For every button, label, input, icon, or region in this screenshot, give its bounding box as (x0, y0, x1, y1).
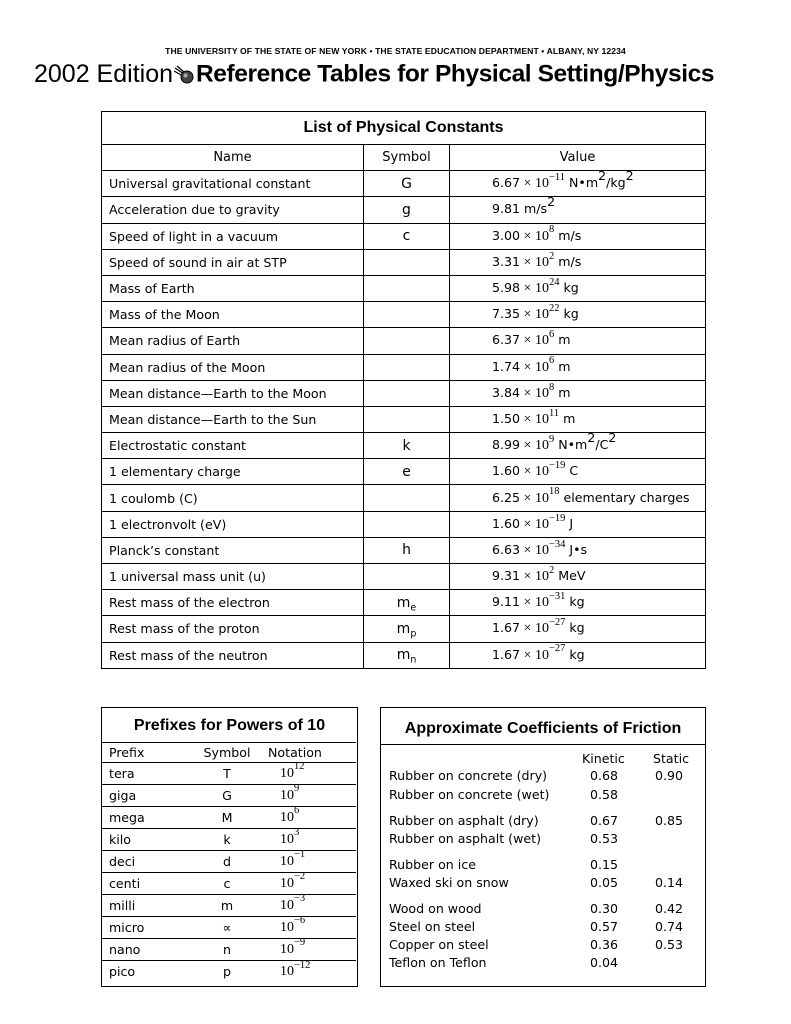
prefixes-panel (101, 707, 358, 987)
friction-panel (380, 707, 706, 987)
value-exponent: −19 (548, 460, 566, 472)
value-unit: kg (565, 620, 585, 636)
prefixes-header-row (102, 743, 356, 763)
value-exponent: 6 (548, 355, 555, 367)
prefix-name: giga (102, 785, 192, 807)
friction-material: Steel on steel (389, 919, 476, 934)
constant-name: Electrostatic constant (102, 433, 364, 459)
constant-symbol (364, 354, 450, 380)
table-row (102, 939, 356, 961)
value-mantissa: 3.00 (492, 227, 521, 243)
value-unit: elementary charges (559, 489, 690, 505)
col-header-name: Name (102, 145, 364, 171)
prefix-name: milli (102, 895, 192, 917)
constant-symbol (364, 275, 450, 301)
constant-symbol (364, 302, 450, 328)
value-mantissa: 3.84 (492, 384, 521, 400)
constant-value (450, 616, 706, 642)
constant-name: Mean radius of the Moon (102, 354, 364, 380)
prefix-name: micro (102, 917, 192, 939)
table-row (102, 171, 706, 197)
prefix-symbol: T (192, 763, 262, 785)
times-sign: × 10 (520, 281, 549, 297)
constant-name: Mass of Earth (102, 275, 364, 301)
friction-static: 0.74 (655, 919, 684, 934)
value-mantissa: 1.67 (492, 646, 521, 662)
friction-kinetic: 0.30 (590, 901, 619, 916)
col-header-symbol: Symbol (192, 743, 262, 763)
value-unit: kg (565, 594, 585, 610)
value-mantissa: 6.37 (492, 332, 521, 348)
constant-symbol (364, 249, 450, 275)
constant-value (450, 354, 706, 380)
value-unit: J (565, 515, 574, 531)
comet-logo-icon (174, 65, 194, 85)
value-unit: J•s (565, 541, 588, 557)
constant-symbol (364, 485, 450, 511)
value-mantissa: 1.60 (492, 515, 521, 531)
value-exponent: −11 (548, 172, 565, 184)
value-exponent: 8 (548, 224, 555, 236)
notation-base: 10 (280, 765, 294, 781)
constant-value (450, 328, 706, 354)
value-exponent: 2 (548, 250, 555, 262)
symbol-letter: m (396, 620, 411, 637)
friction-divider (381, 744, 705, 745)
value-superscript: 2 (547, 193, 556, 209)
prefix-symbol: M (192, 807, 262, 829)
table-row (102, 302, 706, 328)
notation-base: 10 (280, 875, 294, 891)
prefix-name: nano (102, 939, 192, 961)
value-mantissa: 1.60 (492, 463, 521, 479)
friction-kinetic: 0.57 (590, 919, 619, 934)
constant-name: Rest mass of the electron (102, 590, 364, 616)
constant-name: Speed of sound in air at STP (102, 249, 364, 275)
prefix-notation (262, 939, 356, 961)
value-unit: m (554, 332, 571, 348)
constant-name: 1 coulomb (C) (102, 485, 364, 511)
value-unit: m (554, 384, 571, 400)
notation-base: 10 (280, 963, 294, 979)
notation-exponent: 3 (294, 827, 300, 839)
constant-value (450, 642, 706, 668)
value-exponent: 18 (548, 486, 560, 498)
notation-base: 10 (280, 941, 294, 957)
times-sign: × 10 (520, 228, 549, 244)
table-row (102, 807, 356, 829)
table-row (102, 380, 706, 406)
times-sign: × 10 (520, 438, 549, 454)
friction-static: 0.14 (655, 875, 684, 890)
constant-symbol (364, 564, 450, 590)
constant-symbol (364, 590, 450, 616)
col-header-prefix: Prefix (102, 743, 192, 763)
prefix-symbol: c (192, 873, 262, 895)
table-title-row (102, 112, 706, 145)
constant-symbol (364, 433, 450, 459)
constant-name: Mean distance—Earth to the Sun (102, 406, 364, 432)
prefix-symbol: n (192, 939, 262, 961)
constant-value (450, 590, 706, 616)
value-mantissa: 8.99 (492, 437, 521, 453)
prefix-notation (262, 961, 356, 983)
value-unit: C (565, 463, 579, 479)
table-row (102, 829, 356, 851)
prefix-notation (262, 829, 356, 851)
table-row (102, 459, 706, 485)
prefix-symbol: p (192, 961, 262, 983)
value-mantissa: 5.98 (492, 280, 521, 296)
page-title (34, 62, 714, 87)
prefix-name: tera (102, 763, 192, 785)
value-exponent: −27 (548, 617, 566, 629)
col-header-symbol: Symbol (364, 145, 450, 171)
value-unit: m (559, 410, 576, 426)
physical-constants-table (101, 111, 706, 669)
friction-material: Rubber on asphalt (dry) (389, 813, 539, 828)
constant-symbol (364, 616, 450, 642)
notation-exponent: −1 (294, 849, 306, 861)
value-mantissa: 6.25 (492, 489, 521, 505)
notation-exponent: −2 (294, 871, 306, 883)
times-sign: × 10 (520, 307, 549, 323)
prefix-symbol: k (192, 829, 262, 851)
value-mantissa: 1.67 (492, 620, 521, 636)
prefix-symbol: m (192, 895, 262, 917)
constant-symbol (364, 223, 450, 249)
times-sign: × 10 (520, 385, 549, 401)
symbol-letter: h (402, 542, 411, 559)
table-row (102, 564, 706, 590)
value-exponent: 22 (548, 303, 560, 314)
constant-value (450, 485, 706, 511)
value-unit: kg (565, 646, 585, 662)
value-unit: N•m (565, 175, 599, 191)
constant-value (450, 537, 706, 563)
constant-symbol (364, 537, 450, 563)
constant-symbol (364, 459, 450, 485)
times-sign: × 10 (520, 411, 549, 427)
value-mantissa: 9.11 (492, 594, 521, 610)
value-unit: m/s (554, 227, 582, 243)
constant-value (450, 302, 706, 328)
constant-symbol (364, 380, 450, 406)
value-mantissa: 1.74 (492, 358, 521, 374)
prefix-notation (262, 873, 356, 895)
value-unit: m/s (554, 253, 582, 269)
friction-material: Rubber on concrete (dry) (389, 768, 548, 783)
constant-value (450, 223, 706, 249)
constant-symbol (364, 197, 450, 223)
value-exponent: 24 (548, 276, 560, 288)
constant-value (450, 380, 706, 406)
value-unit: kg (559, 280, 579, 296)
value-unit-2: /C (595, 437, 609, 453)
table-row (102, 785, 356, 807)
table-row (102, 642, 706, 668)
notation-base: 10 (280, 809, 294, 825)
friction-kinetic: 0.05 (590, 875, 619, 890)
value-mantissa: 1.50 (492, 410, 521, 426)
prefix-symbol: G (192, 785, 262, 807)
times-sign: × 10 (520, 254, 549, 270)
table-row (102, 961, 356, 983)
constant-symbol (364, 642, 450, 668)
table-row (102, 433, 706, 459)
value-exponent: −27 (548, 643, 566, 655)
notation-exponent: −6 (294, 915, 306, 927)
friction-kinetic: 0.68 (590, 768, 619, 783)
prefix-notation (262, 807, 356, 829)
notation-exponent: 12 (294, 761, 305, 773)
table-row (102, 511, 706, 537)
friction-kinetic: 0.04 (590, 955, 619, 970)
friction-kinetic: 0.67 (590, 813, 619, 828)
friction-title: Approximate Coefficients of Friction (404, 720, 682, 737)
table-row (102, 873, 356, 895)
symbol-letter: c (402, 228, 411, 245)
constant-value (450, 564, 706, 590)
constant-value (450, 193, 706, 223)
notation-base: 10 (280, 853, 294, 869)
prefixes-table (102, 742, 356, 983)
times-sign: × 10 (520, 464, 549, 480)
constant-name: 1 universal mass unit (u) (102, 564, 364, 590)
table-row (102, 328, 706, 354)
constant-name: Universal gravitational constant (102, 171, 364, 197)
value-exponent: 9 (548, 433, 555, 445)
symbol-letter: g (402, 201, 411, 218)
prefix-notation (262, 917, 356, 939)
value-exponent: 6 (548, 329, 555, 341)
value-unit: MeV (554, 568, 586, 584)
col-header-kinetic: Kinetic (582, 751, 625, 766)
times-sign: × 10 (520, 516, 549, 532)
prefixes-title: Prefixes for Powers of 10 (133, 717, 326, 734)
table-row (102, 763, 356, 785)
constant-name: Planck’s constant (102, 537, 364, 563)
value-mantissa: 6.67 (492, 175, 521, 191)
constant-name: Speed of light in a vacuum (102, 223, 364, 249)
header-line: THE UNIVERSITY OF THE STATE OF NEW YORK • THE STATE EDUCATION DEPARTMENT • ALBANY, NY 12234 (165, 46, 626, 56)
unit-superscript: 2 (598, 167, 607, 183)
times-sign: × 10 (520, 542, 549, 558)
times-sign: × 10 (520, 647, 549, 663)
friction-material: Teflon on Teflon (389, 955, 487, 970)
times-sign: × 10 (520, 621, 549, 637)
prefix-notation (262, 763, 356, 785)
value-exponent: 8 (548, 381, 555, 393)
constant-value (450, 459, 706, 485)
notation-exponent: 9 (294, 783, 300, 795)
unit2-superscript: 2 (625, 167, 634, 183)
constant-name: 1 elementary charge (102, 459, 364, 485)
friction-kinetic: 0.36 (590, 937, 619, 952)
times-sign: × 10 (520, 569, 549, 585)
constant-symbol (364, 511, 450, 537)
symbol-letter: e (402, 463, 411, 480)
unit2-superscript: 2 (608, 429, 617, 445)
constant-value (450, 511, 706, 537)
times-sign: × 10 (520, 595, 549, 611)
edition-label: 2002 Edition (34, 60, 174, 88)
friction-kinetic: 0.15 (590, 857, 619, 872)
prefix-name: kilo (102, 829, 192, 851)
table-row (102, 590, 706, 616)
table-row (102, 249, 706, 275)
friction-material: Waxed ski on snow (389, 875, 509, 890)
constant-name: Rest mass of the proton (102, 616, 364, 642)
value-exponent: −19 (548, 512, 566, 524)
value-mantissa: 3.31 (492, 253, 521, 269)
col-header-notation: Notation (262, 743, 356, 763)
notation-exponent: 6 (294, 805, 300, 817)
value-mantissa: 7.35 (492, 306, 521, 322)
value-exponent: 2 (548, 564, 555, 576)
table-row (102, 616, 706, 642)
friction-material: Copper on steel (389, 937, 489, 952)
friction-static: 0.53 (655, 937, 684, 952)
table-row (102, 851, 356, 873)
symbol-subscript: e (410, 602, 417, 614)
notation-base: 10 (280, 831, 294, 847)
col-header-static: Static (653, 751, 690, 766)
prefix-notation (262, 851, 356, 873)
table-row (102, 485, 706, 511)
constant-value (450, 406, 706, 432)
constant-name: 1 electronvolt (eV) (102, 511, 364, 537)
value-text: 9.81 m/s (492, 201, 548, 217)
times-sign: × 10 (520, 490, 549, 506)
value-exponent: −34 (548, 538, 566, 550)
friction-kinetic: 0.58 (590, 787, 619, 802)
constant-symbol (364, 328, 450, 354)
table-row (102, 917, 356, 939)
friction-material: Rubber on concrete (wet) (389, 787, 550, 802)
symbol-letter: k (402, 437, 411, 454)
friction-static: 0.90 (655, 768, 684, 783)
prefix-notation (262, 895, 356, 917)
prefix-name: mega (102, 807, 192, 829)
value-unit-2: /kg (606, 175, 626, 191)
table-row (102, 197, 706, 223)
col-header-value: Value (450, 145, 706, 171)
table-row (102, 537, 706, 563)
symbol-letter: m (396, 647, 411, 664)
constant-name: Mass of the Moon (102, 302, 364, 328)
notation-base: 10 (280, 787, 294, 803)
constant-name: Mean distance—Earth to the Moon (102, 380, 364, 406)
value-exponent: 11 (548, 407, 560, 419)
symbol-subscript: n (410, 654, 417, 666)
times-sign: × 10 (520, 176, 549, 192)
table-row (102, 406, 706, 432)
notation-base: 10 (280, 897, 294, 913)
table-row (102, 354, 706, 380)
symbol-letter: m (396, 594, 411, 611)
value-exponent: −31 (548, 591, 566, 603)
constant-value (450, 275, 706, 301)
prefix-name: pico (102, 961, 192, 983)
friction-material: Wood on wood (389, 901, 482, 916)
constant-value (450, 167, 706, 197)
constants-title: List of Physical Constants (102, 112, 706, 145)
friction-kinetic: 0.53 (590, 831, 619, 846)
friction-material: Rubber on ice (389, 857, 476, 872)
notation-base: 10 (280, 919, 294, 935)
prefix-symbol: d (192, 851, 262, 873)
value-mantissa: 9.31 (492, 568, 521, 584)
constant-name: Acceleration due to gravity (102, 197, 364, 223)
friction-static: 0.42 (655, 901, 684, 916)
constant-symbol (364, 406, 450, 432)
constant-name: Mean radius of Earth (102, 328, 364, 354)
notation-exponent: −12 (294, 959, 311, 971)
symbol-subscript: p (410, 628, 417, 640)
value-unit: m (554, 358, 571, 374)
prefix-symbol: ∝ (192, 917, 262, 939)
table-row (102, 895, 356, 917)
table-row (102, 223, 706, 249)
notation-exponent: −3 (294, 893, 306, 905)
symbol-letter: G (401, 175, 412, 192)
table-header-row (102, 145, 706, 171)
times-sign: × 10 (520, 359, 549, 375)
table-row (102, 275, 706, 301)
prefix-name: centi (102, 873, 192, 895)
friction-material: Rubber on asphalt (wet) (389, 831, 541, 846)
value-unit: N•m (554, 437, 588, 453)
constant-name: Rest mass of the neutron (102, 642, 364, 668)
value-mantissa: 6.63 (492, 541, 521, 557)
friction-static: 0.85 (655, 813, 684, 828)
prefix-notation (262, 785, 356, 807)
title-text: Reference Tables for Physical Setting/Physics (196, 60, 715, 88)
constant-value (450, 429, 706, 459)
constant-symbol (364, 171, 450, 197)
value-unit: kg (559, 306, 579, 322)
constant-value (450, 249, 706, 275)
times-sign: × 10 (520, 333, 549, 349)
notation-exponent: −9 (294, 937, 306, 949)
unit-superscript: 2 (587, 429, 596, 445)
prefix-name: deci (102, 851, 192, 873)
